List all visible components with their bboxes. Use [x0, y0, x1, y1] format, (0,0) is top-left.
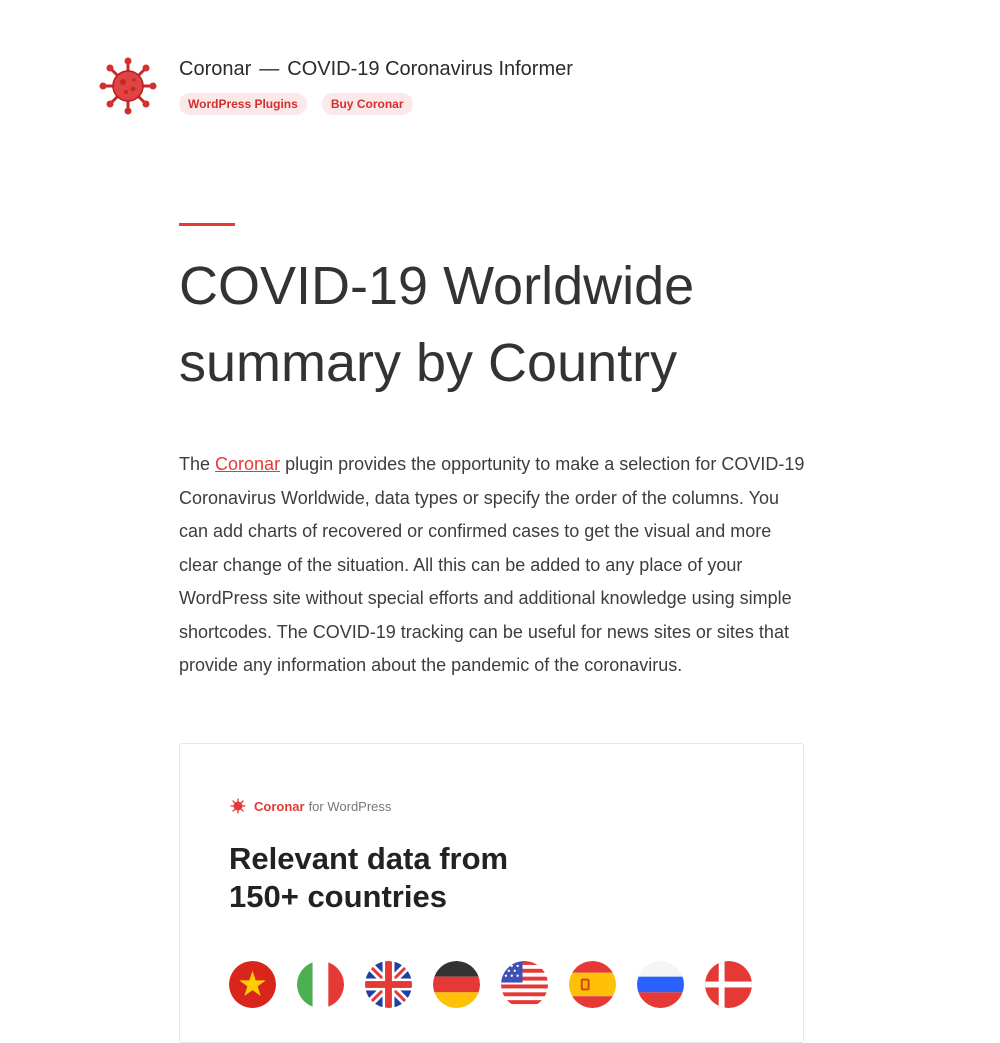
spain-flag-icon	[569, 961, 616, 1008]
nav-wordpress-plugins-link[interactable]: WordPress Plugins	[179, 93, 307, 115]
promo-heading-line1: Relevant data from	[229, 841, 509, 876]
title-accent-line	[179, 223, 235, 226]
title-separator: —	[259, 58, 280, 80]
virus-icon	[230, 798, 246, 814]
coronar-link[interactable]: Coronar	[215, 454, 281, 474]
header-nav	[179, 93, 413, 115]
promo-card	[179, 743, 804, 1043]
germany-flag-icon	[433, 961, 480, 1008]
promo-heading	[229, 840, 629, 916]
site-tagline: COVID-19 Coronavirus Informer	[287, 58, 573, 80]
site-name: Coronar	[179, 58, 252, 80]
russia-flag-icon	[637, 961, 684, 1008]
promo-brand-name: Coronar	[254, 798, 305, 814]
nav-buy-coronar-link[interactable]: Buy Coronar	[322, 93, 413, 115]
intro-paragraph	[179, 448, 809, 683]
intro-text-rest: plugin provides the opportunity to make a selection for COVID-19 Coronavirus Worldwide, data types or specify the order of the columns. You can add charts of recovered or confirmed cases to get the visual and more clear change of the situation. All this can be added to any place of your WordPress site without special efforts and additional knowledge using simple shortcodes. The COVID-19 tracking can be useful for news sites or sites that provide any information about the pandemic of the coronavirus.	[179, 454, 805, 675]
virus-logo-icon[interactable]	[98, 56, 158, 116]
uk-flag-icon	[365, 961, 412, 1008]
promo-brand	[230, 798, 391, 814]
site-title[interactable]	[179, 58, 573, 81]
usa-flag-icon	[501, 961, 548, 1008]
intro-text-start: The	[179, 454, 216, 474]
promo-heading-line2: 150+ countries	[229, 879, 447, 914]
italy-flag-icon	[297, 961, 344, 1008]
country-flags	[229, 961, 752, 1008]
denmark-flag-icon	[705, 961, 752, 1008]
page-title: COVID-19 Worldwide summary by Country	[179, 256, 695, 393]
vietnam-flag-icon	[229, 961, 276, 1008]
promo-brand-suffix: for WordPress	[308, 798, 392, 814]
